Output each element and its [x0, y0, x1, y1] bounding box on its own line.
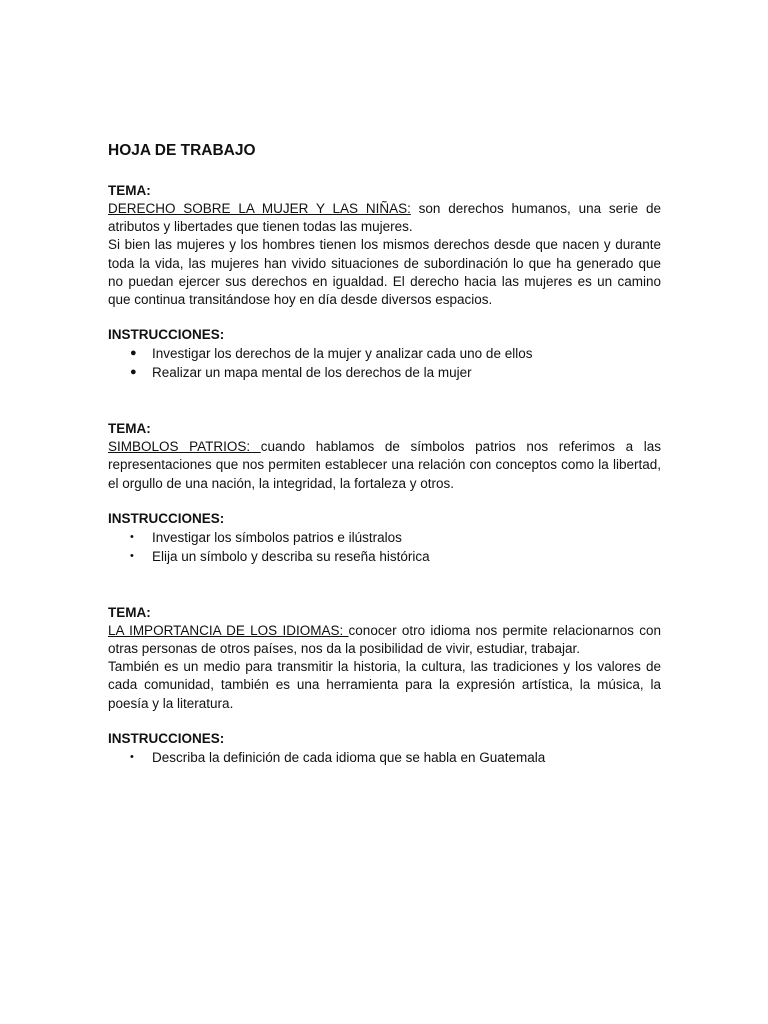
section-simbolos-patrios [108, 420, 661, 566]
instruction-item [130, 363, 661, 382]
instructions-label: INSTRUCCIONES: [108, 510, 225, 526]
bullet-icon: ● [130, 366, 137, 379]
instructions-label: INSTRUCCIONES: [108, 730, 225, 746]
section-paragraph [108, 200, 661, 236]
instructions-list [108, 748, 661, 767]
section-spacer [108, 566, 661, 604]
tema-label: TEMA: [108, 604, 151, 620]
instructions-label: INSTRUCCIONES: [108, 327, 225, 343]
topic-text: son derechos humanos, una serie de atributos y libertades que tienen todas las mujeres. [108, 201, 661, 235]
instructions-list [108, 344, 661, 382]
instruction-text: Investigar los símbolos patrios e ilústralos [152, 529, 402, 545]
instruction-item [130, 748, 661, 767]
topic-heading: SIMBOLOS PATRIOS: [108, 439, 261, 455]
section-paragraph [108, 438, 661, 493]
instruction-text: Realizar un mapa mental de los derechos de la mujer [152, 365, 472, 381]
bullet-icon: • [130, 530, 134, 543]
tema-label: TEMA: [108, 421, 151, 437]
section-paragraph: Si bien las mujeres y los hombres tienen los mismos derechos desde que nacen y durante toda la vida, las mujeres han vivido situaciones de subordinación lo que ha generado que no puedan ejercer sus derechos en igualdad. El derecho hacia las mujeres es un camino que continua transitándose hoy en día desde diversos espacios. [108, 237, 661, 308]
instruction-text: Elija un símbolo y describa su reseña histórica [152, 548, 430, 564]
document-title: HOJA DE TRABAJO [108, 142, 256, 159]
topic-heading: DERECHO SOBRE LA MUJER Y LAS NIÑAS: [108, 201, 411, 216]
section-derecho-mujer [108, 182, 661, 382]
instructions-list [108, 528, 661, 566]
tema-label: TEMA: [108, 183, 151, 198]
bullet-icon: • [130, 549, 134, 562]
instruction-item [130, 528, 661, 547]
instruction-item [130, 344, 661, 363]
instruction-text: Investigar los derechos de la mujer y analizar cada uno de ellos [152, 346, 533, 362]
topic-text: cuando hablamos de símbolos patrios nos referimos a las representaciones que nos permiten establecer una relación con conceptos como la libertad, el orgullo de una nación, la integridad, la fortaleza y otros. [108, 439, 662, 491]
section-spacer [108, 382, 661, 420]
section-paragraph: También es un medio para transmitir la historia, la cultura, las tradiciones y los valores de cada comunidad, también es una herramienta para la expresión artística, la música, la poesía y la literatura. [108, 659, 661, 711]
section-paragraph [108, 622, 661, 658]
bullet-icon: • [130, 750, 134, 763]
topic-text: conocer otro idioma nos permite relacionarnos con otras personas de otros países, nos da la posibilidad de vivir, estudiar, trabajar. [108, 622, 661, 657]
instruction-item [130, 547, 661, 566]
worksheet-page [108, 141, 661, 767]
section-idiomas [108, 604, 661, 767]
bullet-icon: ● [130, 347, 137, 360]
topic-heading: LA IMPORTANCIA DE LOS IDIOMAS: [108, 622, 349, 638]
instruction-text: Describa la definición de cada idioma que se habla en Guatemala [152, 749, 546, 765]
